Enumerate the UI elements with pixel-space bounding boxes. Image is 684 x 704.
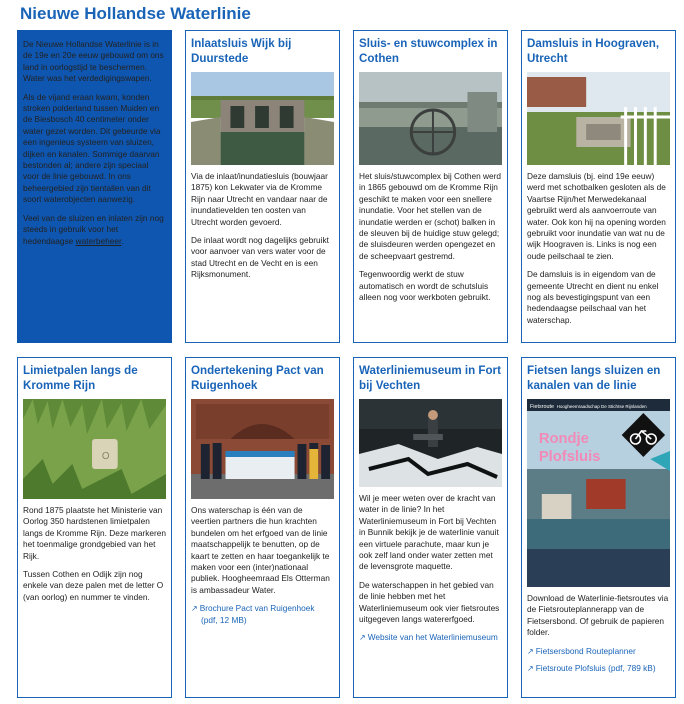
external-link-icon: ↗ <box>191 604 198 614</box>
card-inlaatsluis <box>185 30 340 343</box>
card-title-fietsen: Fietsen langs sluizen en kanalen van de linie <box>527 364 661 392</box>
inlaatsluis-photo <box>191 72 334 165</box>
card-title-pact: Ondertekening Pact van Ruigenhoek <box>191 364 324 392</box>
museum-website-label: Website van het Waterliniemuseum <box>367 632 498 643</box>
poster-title-2: Plofsluis <box>538 448 601 466</box>
inlaatsluis-text-1: Via de inlaat/inundatiesluis (bouwjaar 1875) kon Lekwater via de Kromme Rijn naar Utrecht en vandaar naar de inundatievelden ten oosten van Utrecht worden gevoerd. <box>191 171 328 227</box>
intro-paragraph-2: Als de vijand eraan kwam, konden stroken polderland tussen Muiden en de Biesbosch 40 centimeter onder water gezet worden. Dit gebeurde via een ingenieus systeem van sluizen, dijken en kanalen. Sommige daarvan bestonden al; andere zijn speciaal voor de linie gebouwd. In ons beheergebied zijn tientallen van dit soort waterobjecten aanwezig. <box>23 91 161 205</box>
poster-subtitle: Hoogheemraadschap De Stichtse Rijnlanden <box>556 403 647 410</box>
poster-title-1: Rondje <box>538 430 589 448</box>
fietsersbond-link[interactable] <box>527 646 670 657</box>
museum-photo <box>359 399 502 487</box>
card-title-damsluis: Damsluis in Hoograven, Utrecht <box>527 37 660 65</box>
pact-brochure-meta: (pdf, 12 MB) <box>201 614 247 625</box>
limietpalen-text-1: Rond 1875 plaatste het Ministerie van Oorlog 350 hardstenen limietpalen langs de Kromme Rijn. Deze markeren het toenmalige grondgebied van het Rijk. <box>23 505 166 561</box>
svg-text:O: O <box>101 450 110 463</box>
damsluis-text-2: De damsluis is in eigendom van de gemeente Utrecht en dient nu enkel nog als bevestigingspunt van een hedendaagse peilschaal van het waterschap. <box>527 269 659 325</box>
pact-photo <box>191 399 334 499</box>
museum-text-1: Wil je meer weten over de kracht van water in de linie? In het Waterliniemuseum in Fort bij Vechten in Bunnik bekijk je de waterlinie vanuit een virtuele parachute, maar kun je ook zelf land onder water zetten met de levensgrote maquette. <box>359 493 499 572</box>
card-title-inlaatsluis: Inlaatsluis Wijk bij Duurstede <box>191 37 292 65</box>
pact-text-1: Ons waterschap is één van de veertien partners die hun krachten bundelen om het erfgoed van de linie maatschappelijk te benutten, op de kaart te zetten en haar toegankelijk te maken voor een (inter)nationaal publiek. Hoogheemraad Els Otterman is ambassadeur Water. <box>191 505 330 595</box>
external-link-icon: ↗ <box>359 633 366 643</box>
card-damsluis <box>521 30 676 343</box>
card-title-limietpalen: Limietpalen langs de Kromme Rijn <box>23 364 138 392</box>
external-link-icon: ↗ <box>527 664 534 674</box>
card-grid <box>17 30 676 698</box>
limietpalen-photo <box>23 399 166 499</box>
limietpalen-text-2: Tussen Cothen en Odijk zijn nog enkele van deze palen met de letter O (van oorlog) en nummer te vinden. <box>23 569 164 602</box>
plofsluis-pdf-label: Fietsroute Plofsluis (pdf, 789 kB) <box>535 663 656 674</box>
intro-p3-pre: Veel van de sluizen en inlaten zijn nog steeds in gebruik voor het hedendaagse <box>23 212 164 246</box>
intro-card <box>17 30 172 343</box>
fietsersbond-label: Fietsersbond Routeplanner <box>535 645 636 656</box>
card-pact <box>185 357 340 698</box>
external-link-icon: ↗ <box>527 646 534 656</box>
plofsluis-pdf-link[interactable] <box>527 663 670 674</box>
inlaatsluis-text-2: De inlaat wordt nog dagelijks gebruikt voor aanvoer van vers water voor de stad Utrecht en de Vecht en is een Rijksmonument. <box>191 235 329 280</box>
page-title: Nieuwe Hollandse Waterlinie <box>20 4 251 23</box>
museum-text-2: De waterschappen in het gebied van de linie hebben met het Waterliniemuseum ook vier fietsroutes uitgegeven langs watererfgoed. <box>359 579 500 625</box>
card-fietsen <box>521 357 676 698</box>
fietsen-text-1: Download de Waterlinie-fietsroutes via de Fietsrouteplannerapp van de Fietsersbond. Of gebruik de papieren folder. <box>527 593 669 638</box>
card-title-museum: Waterliniemuseum in Fort bij Vechten <box>359 364 501 392</box>
card-cothen <box>353 30 508 343</box>
cothen-text-2: Tegenwoordig werkt de stuw automatisch en wordt de schutsluis alleen nog voor werkboten gebruikt. <box>359 269 491 303</box>
card-title-cothen: Sluis- en stuwcomplex in Cothen <box>359 37 498 65</box>
intro-paragraph-3 <box>23 213 166 247</box>
fietsroute-poster <box>527 399 670 587</box>
poster-tag: Fietsroute <box>529 403 555 411</box>
cothen-photo <box>359 72 502 165</box>
pact-brochure-link[interactable] <box>191 603 334 626</box>
pact-brochure-label: Brochure Pact van Ruigenhoek <box>199 603 315 614</box>
damsluis-photo <box>527 72 670 165</box>
card-museum <box>353 357 508 698</box>
cothen-text-1: Het sluis/stuwcomplex bij Cothen werd in 1865 gebouwd om de Kromme Rijn geschikt te maken voor een snellere inundatie. Voor het stellen van de inundatie werden er (schot) balken in de sleuven bij de huidige stuw gelegd; de sluisdeuren werden opengezet en de scheepvaart gestremd. <box>359 171 502 261</box>
waterbeheer-link[interactable]: waterbeheer <box>75 235 122 246</box>
museum-website-link[interactable] <box>359 632 502 643</box>
intro-p3-post: . <box>121 235 124 246</box>
damsluis-text-1: Deze damsluis (bj. eind 19e eeuw) werd met schotbalken gesloten als de Vaartse Rijn/het Merwedekanaal gebruikt werd als aanvoerroute van water. Ook kon hij na opening worden gebruikt voor inundatie van wat nu de wijk Hoograven is. Links is nog een oude peilschaal te zien. <box>527 171 666 261</box>
intro-paragraph-1: De Nieuwe Hollandse Waterlinie is in de 19e en 20e eeuw gebouwd om ons land in oorlogstijd te beschermen. Water was het verdedigingswapen. <box>23 39 164 84</box>
card-limietpalen <box>17 357 172 698</box>
